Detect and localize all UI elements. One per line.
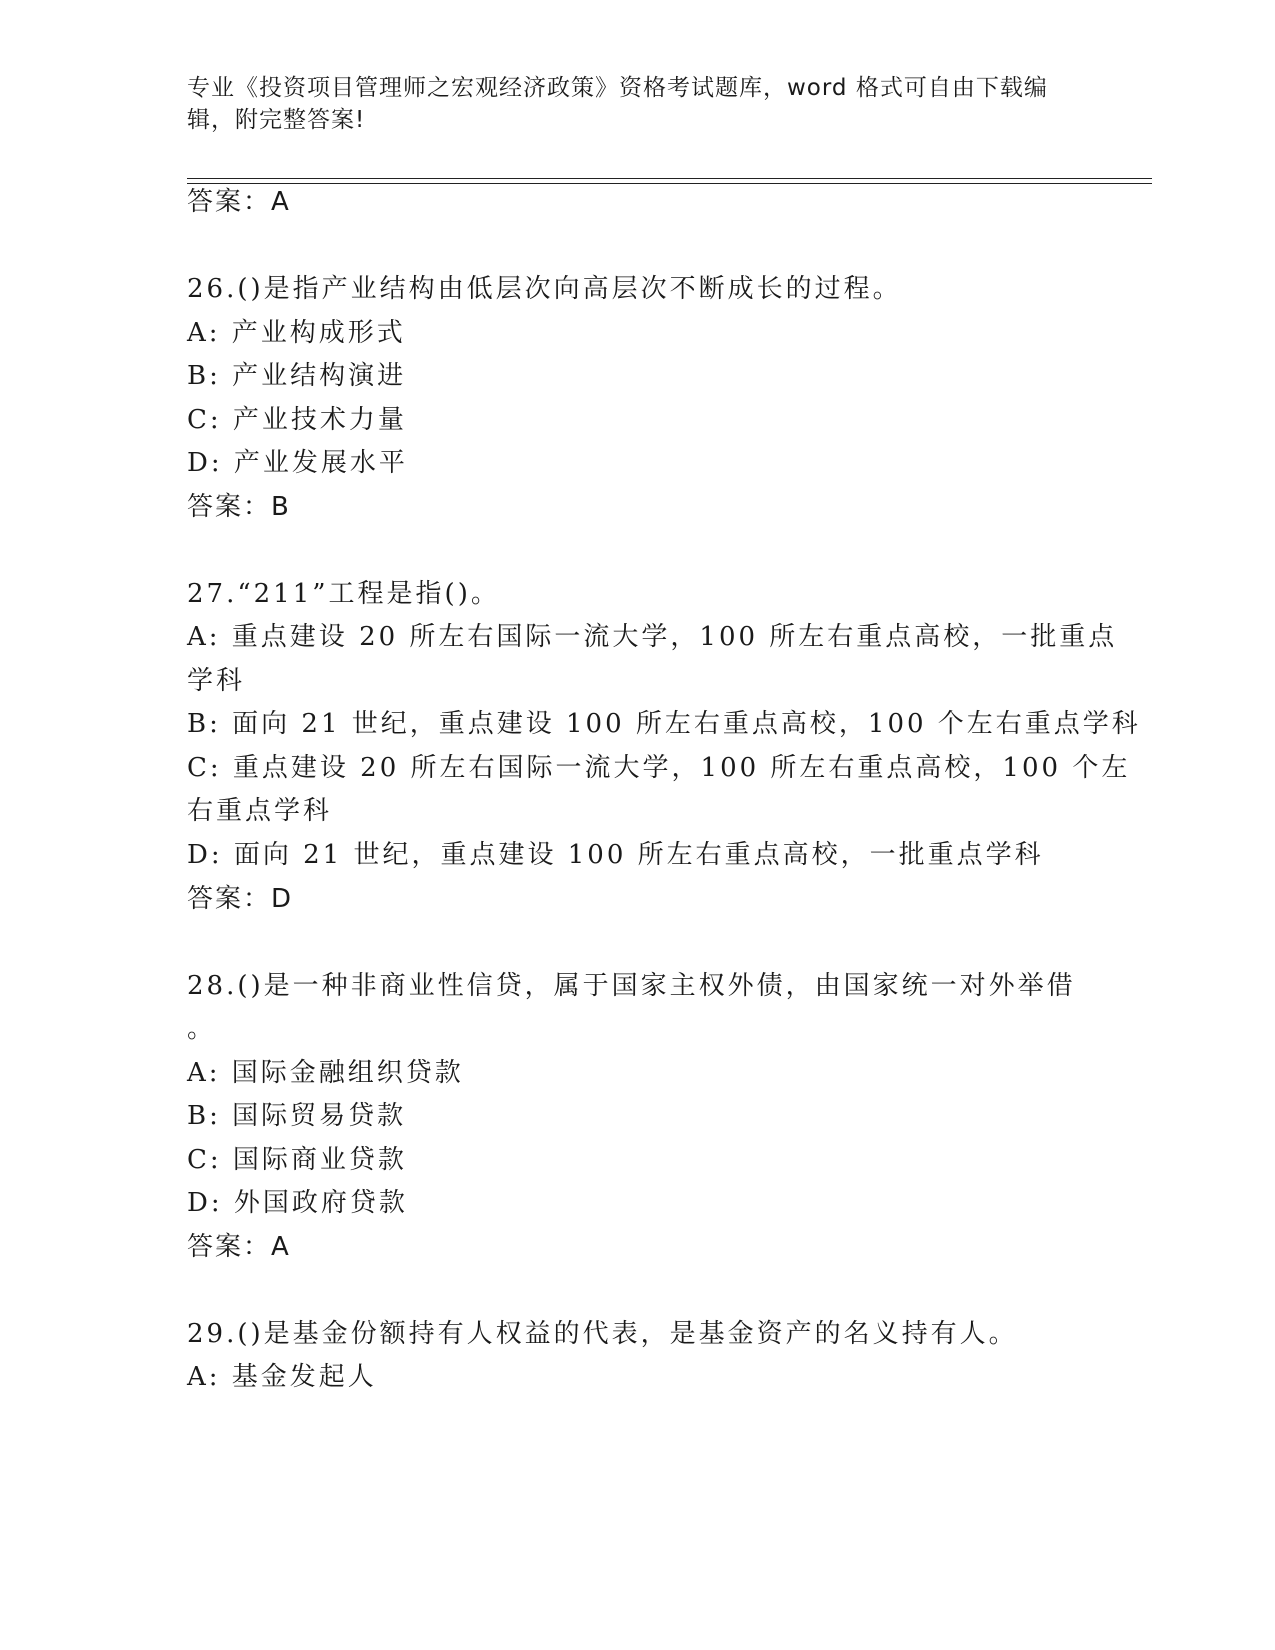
answer-27: 答案：D <box>187 884 294 914</box>
question-28-stem: 28.()是一种非商业性信贷，属于国家主权外债，由国家统一对外举借 <box>187 971 1076 1001</box>
header-rule-top <box>187 178 1152 179</box>
question-26-option-c: C: 产业技术力量 <box>187 405 407 435</box>
header-line-1: 专业《投资项目管理师之宏观经济政策》资格考试题库，word 格式可自由下载编 <box>187 75 1048 101</box>
question-27-option-a-cont: 学科 <box>187 666 246 696</box>
question-29-stem: 29.()是基金份额持有人权益的代表，是基金资产的名义持有人。 <box>187 1319 1018 1349</box>
question-27-option-c: C: 重点建设 20 所左右国际一流大学，100 所左右重点高校，100 个左 <box>187 753 1131 783</box>
question-29-option-a: A: 基金发起人 <box>187 1362 377 1392</box>
answer-25: 答案：A <box>187 187 291 217</box>
question-27-stem: 27.“211”工程是指()。 <box>187 579 500 609</box>
question-26-option-b: B: 产业结构演进 <box>187 361 407 391</box>
header-line-2: 辑，附完整答案! <box>187 107 366 133</box>
question-26-stem: 26.()是指产业结构由低层次向高层次不断成长的过程。 <box>187 274 902 304</box>
question-28-option-d: D: 外国政府贷款 <box>187 1188 408 1218</box>
document-header <box>187 72 1087 136</box>
question-28-option-b: B: 国际贸易贷款 <box>187 1101 407 1131</box>
question-27-option-b: B: 面向 21 世纪，重点建设 100 所左右重点高校，100 个左右重点学科 <box>187 709 1141 739</box>
question-28-stem-cont: 。 <box>187 1014 217 1044</box>
question-27-option-c-cont: 右重点学科 <box>187 796 333 826</box>
question-26-option-d: D: 产业发展水平 <box>187 448 408 478</box>
question-27-option-a: A: 重点建设 20 所左右国际一流大学，100 所左右重点高校，一批重点 <box>187 622 1118 652</box>
question-27-option-d: D: 面向 21 世纪，重点建设 100 所左右重点高校，一批重点学科 <box>187 840 1044 870</box>
question-28-option-a: A: 国际金融组织贷款 <box>187 1058 464 1088</box>
question-28-option-c: C: 国际商业贷款 <box>187 1145 407 1175</box>
answer-28: 答案：A <box>187 1232 291 1262</box>
question-26-option-a: A: 产业构成形式 <box>187 318 406 348</box>
header-rule-bottom <box>187 183 1152 184</box>
answer-26: 答案：B <box>187 492 291 522</box>
